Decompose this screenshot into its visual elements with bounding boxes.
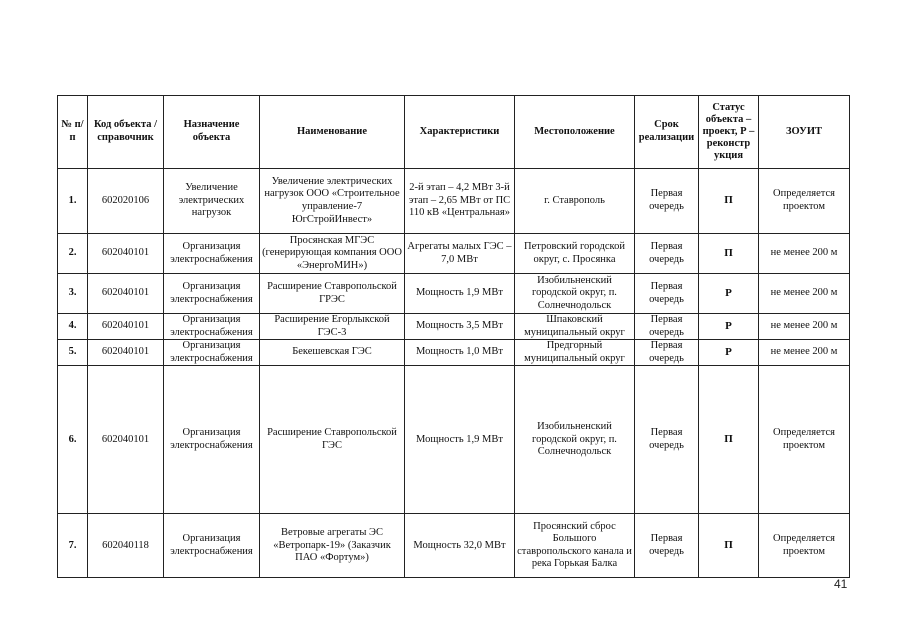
cell-num: 5. bbox=[58, 340, 88, 366]
cell-name: Увеличение электрических нагрузок ООО «Строительное управление-7 ЮгСтройИнвест» bbox=[260, 169, 405, 234]
cell-code: 602040101 bbox=[88, 274, 164, 314]
cell-zouit: Определяется проектом bbox=[759, 514, 850, 578]
table-row bbox=[58, 514, 850, 578]
cell-characteristics: Мощность 1,9 МВт bbox=[405, 366, 515, 514]
cell-status: П bbox=[699, 514, 759, 578]
cell-location: Шпаковский муниципальный округ bbox=[515, 314, 635, 340]
page-number: 41 bbox=[834, 577, 848, 591]
cell-code: 602040101 bbox=[88, 340, 164, 366]
cell-zouit: Определяется проектом bbox=[759, 366, 850, 514]
cell-purpose: Организация электроснабжения bbox=[164, 274, 260, 314]
cell-term: Первая очередь bbox=[635, 274, 699, 314]
cell-location: Предгорный муниципальный округ bbox=[515, 340, 635, 366]
cell-location: Изобильненский городской округ, п. Солнечнодольск bbox=[515, 366, 635, 514]
cell-term: Первая очередь bbox=[635, 169, 699, 234]
cell-location: Петровский городской округ, с. Просянка bbox=[515, 234, 635, 274]
cell-name: Расширение Ставропольской ГЭС bbox=[260, 366, 405, 514]
cell-code: 602040101 bbox=[88, 314, 164, 340]
cell-location: Изобильненский городской округ, п. Солнечнодольск bbox=[515, 274, 635, 314]
cell-status: П bbox=[699, 234, 759, 274]
header-row bbox=[58, 96, 850, 169]
cell-num: 1. bbox=[58, 169, 88, 234]
cell-code: 602040118 bbox=[88, 514, 164, 578]
cell-status: П bbox=[699, 366, 759, 514]
header-name: Наименование bbox=[260, 96, 405, 169]
cell-num: 6. bbox=[58, 366, 88, 514]
cell-purpose: Организация электроснабжения bbox=[164, 234, 260, 274]
cell-term: Первая очередь bbox=[635, 366, 699, 514]
cell-characteristics: Мощность 32,0 МВт bbox=[405, 514, 515, 578]
header-location: Местоположение bbox=[515, 96, 635, 169]
cell-purpose: Организация электроснабжения bbox=[164, 314, 260, 340]
header-code: Код объекта / справочник bbox=[88, 96, 164, 169]
cell-zouit: не менее 200 м bbox=[759, 314, 850, 340]
cell-characteristics: Мощность 3,5 МВт bbox=[405, 314, 515, 340]
cell-purpose: Организация электроснабжения bbox=[164, 366, 260, 514]
header-num: № п/п bbox=[58, 96, 88, 169]
cell-term: Первая очередь bbox=[635, 514, 699, 578]
cell-location: Просянский сброс Большого ставропольского канала и река Горькая Балка bbox=[515, 514, 635, 578]
table-row bbox=[58, 314, 850, 340]
table-row bbox=[58, 340, 850, 366]
cell-term: Первая очередь bbox=[635, 340, 699, 366]
table-row bbox=[58, 366, 850, 514]
cell-zouit: Определяется проектом bbox=[759, 169, 850, 234]
cell-code: 602020106 bbox=[88, 169, 164, 234]
cell-characteristics: 2-й этап – 4,2 МВт 3-й этап – 2,65 МВт от ПС 110 кВ «Центральная» bbox=[405, 169, 515, 234]
header-purpose: Назначение объекта bbox=[164, 96, 260, 169]
table-row bbox=[58, 274, 850, 314]
cell-name: Просянская МГЭС (генерирующая компания ООО «ЭнергоМИН») bbox=[260, 234, 405, 274]
cell-name: Ветровые агрегаты ЭС «Ветропарк-19» (Заказчик ПАО «Фортум») bbox=[260, 514, 405, 578]
cell-purpose: Увеличение электрических нагрузок bbox=[164, 169, 260, 234]
cell-characteristics: Агрегаты малых ГЭС – 7,0 МВт bbox=[405, 234, 515, 274]
cell-term: Первая очередь bbox=[635, 314, 699, 340]
cell-purpose: Организация электроснабжения bbox=[164, 514, 260, 578]
cell-characteristics: Мощность 1,0 МВт bbox=[405, 340, 515, 366]
cell-zouit: не менее 200 м bbox=[759, 234, 850, 274]
cell-num: 7. bbox=[58, 514, 88, 578]
table-row bbox=[58, 234, 850, 274]
cell-term: Первая очередь bbox=[635, 234, 699, 274]
cell-characteristics: Мощность 1,9 МВт bbox=[405, 274, 515, 314]
cell-code: 602040101 bbox=[88, 366, 164, 514]
cell-status: Р bbox=[699, 340, 759, 366]
cell-status: П bbox=[699, 169, 759, 234]
header-status: Статус объекта – проект, Р – реконстр укция bbox=[699, 96, 759, 169]
cell-zouit: не менее 200 м bbox=[759, 340, 850, 366]
cell-name: Расширение Егорлыкской ГЭС-3 bbox=[260, 314, 405, 340]
cell-num: 2. bbox=[58, 234, 88, 274]
header-characteristics: Характеристики bbox=[405, 96, 515, 169]
cell-name: Бекешевская ГЭС bbox=[260, 340, 405, 366]
objects-table bbox=[57, 95, 850, 578]
cell-zouit: не менее 200 м bbox=[759, 274, 850, 314]
cell-name: Расширение Ставропольской ГРЭС bbox=[260, 274, 405, 314]
cell-purpose: Организация электроснабжения bbox=[164, 340, 260, 366]
header-term: Срок реализации bbox=[635, 96, 699, 169]
cell-status: Р bbox=[699, 274, 759, 314]
cell-num: 4. bbox=[58, 314, 88, 340]
cell-code: 602040101 bbox=[88, 234, 164, 274]
header-zouit: ЗОУИТ bbox=[759, 96, 850, 169]
cell-num: 3. bbox=[58, 274, 88, 314]
cell-location: г. Ставрополь bbox=[515, 169, 635, 234]
table-row bbox=[58, 169, 850, 234]
cell-status: Р bbox=[699, 314, 759, 340]
